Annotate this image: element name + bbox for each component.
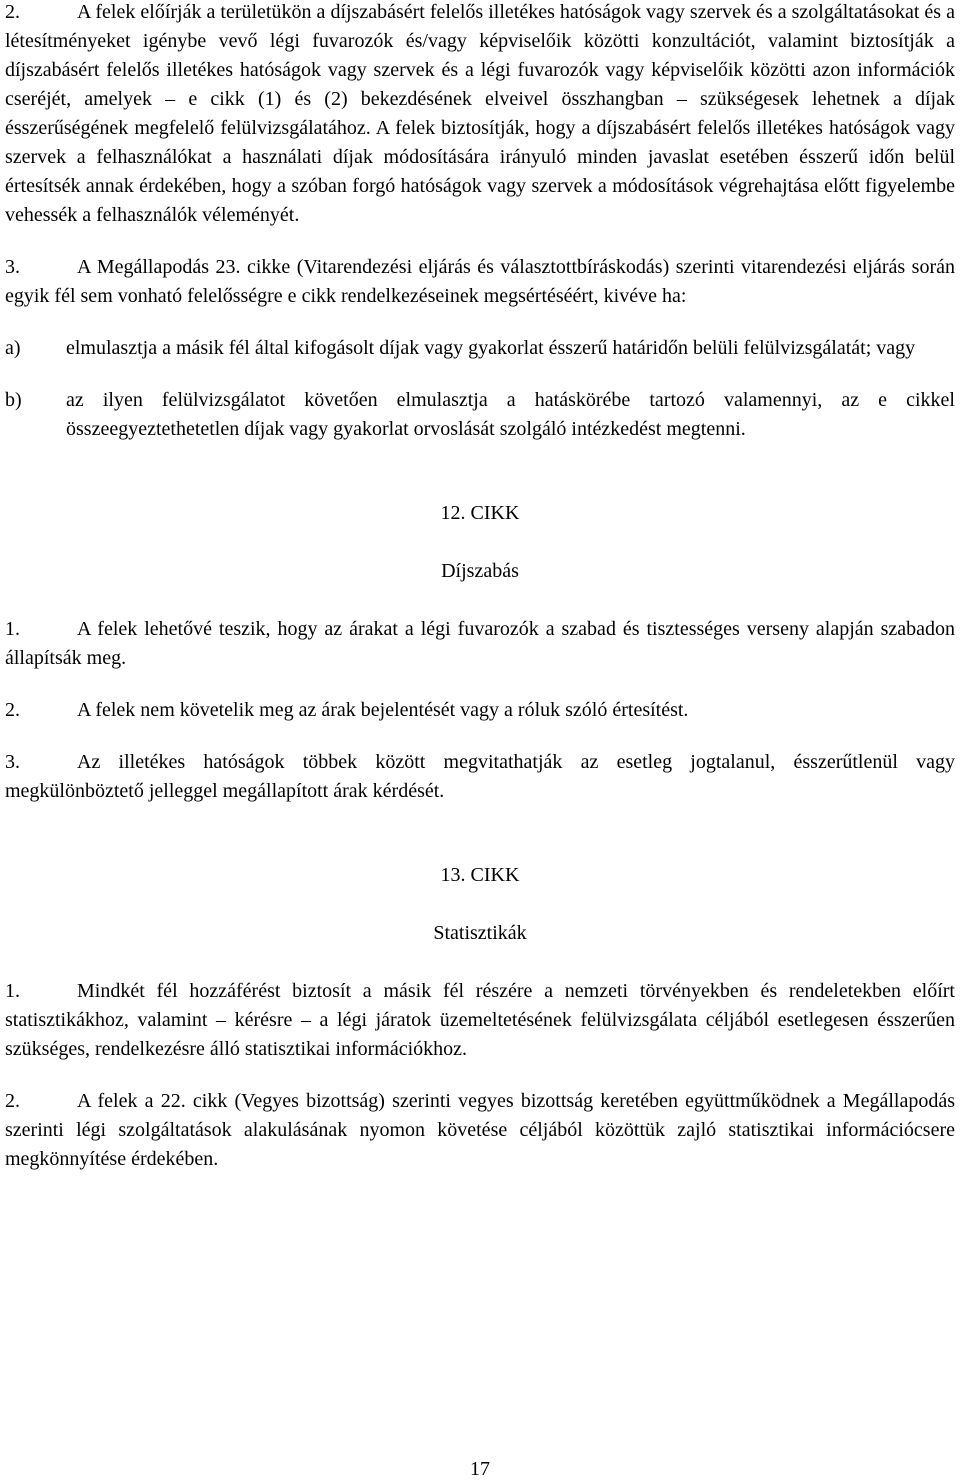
paragraph-text: Az illetékes hatóságok többek között megvitathatják az esetleg jogtalanul, ésszerűtlenül vagy megkülönböztető jelleggel megállapított árak kérdését. [5,751,955,802]
list-item-b [5,386,955,444]
paragraph-number: 2. [5,1,20,23]
document-page [5,0,955,1174]
article-12-title: Díjszabás [441,560,519,582]
list-item-label: b) [5,389,22,411]
article-12-heading: 12. CIKK [440,502,520,524]
paragraph-13-2 [5,1087,955,1174]
paragraph-12-2 [5,696,955,725]
paragraph-text: A felek lehetővé teszik, hogy az árakat a légi fuvarozók a szabad és tisztességes verseny alapján szabadon állapítsák meg. [5,618,955,669]
paragraph-number: 1. [5,980,20,1002]
paragraph-text: Mindkét fél hozzáférést biztosít a másik fél részére a nemzeti törvényekben és rendeletekben előírt statisztikákhoz, valamint – kérésre – a légi járatok üzemeltetésének felülvizsgálata céljából esetlegesen ésszerűen szükséges, rendelkezésre álló statisztikai információkhoz. [5,980,955,1060]
paragraph-text: A felek a 22. cikk (Vegyes bizottság) szerinti vegyes bizottság keretében együttműködnek a Megállapodás szerinti légi szolgáltatások alakulásának nyomon követése céljából közöttük zajló statisztikai információcsere megkönnyítése érdekében. [5,1090,955,1170]
page-number: 17 [470,1458,490,1480]
paragraph-11-3 [5,253,955,311]
paragraph-number: 3. [5,256,20,278]
paragraph-12-1 [5,615,955,673]
paragraph-number: 1. [5,618,20,640]
paragraph-13-1 [5,977,955,1064]
article-13-title: Statisztikák [433,922,527,944]
list-item-label: a) [5,337,21,359]
list-item-text: az ilyen felülvizsgálatot követően elmulasztja a hatáskörébe tartozó valamennyi, az e cikkel összeegyeztethetetlen díjak vagy gyakorlat orvoslását szolgáló intézkedést megtenni. [66,389,955,440]
paragraph-text: A Megállapodás 23. cikke (Vitarendezési eljárás és választottbíráskodás) szerinti vitarendezési eljárás során egyik fél sem vonható felelősségre e cikk rendelkezéseinek megsértéséért, kivéve ha: [5,256,955,307]
paragraph-number: 2. [5,1090,20,1112]
list-item-text: elmulasztja a másik fél által kifogásolt díjak vagy gyakorlat ésszerű határidőn belüli felülvizsgálatát; vagy [66,337,916,359]
list-item-a [5,334,955,363]
paragraph-number: 3. [5,751,20,773]
paragraph-text: A felek nem követelik meg az árak bejelentését vagy a róluk szóló értesítést. [77,699,689,721]
paragraph-text: A felek előírják a területükön a díjszabásért felelős illetékes hatóságok vagy szervek és a szolgáltatásokat és a létesítményeket igénybe vevő légi fuvarozók és/vagy képviselőik közötti konzultációt, valamint biztosítják a díjszabásért felelős illetékes hatóságok vagy szervek és a légi fuvarozók vagy képviselőik közötti azon információk cseréjét, amelyek – e cikk (1) és (2) bekezdésének elveivel összhangban – szükségesek lehetnek a díjak ésszerűségének megfelelő felülvizsgálatához. A felek biztosítják, hogy a díjszabásért felelős illetékes hatóságok vagy szervek a felhasználókat a használati díjak módosítására irányuló minden javaslat esetében ésszerű időn belül értesítsék annak érdekében, hogy a szóban forgó hatóságok vagy szervek a módosítások végrehajtása előtt figyelembe vehessék a felhasználók véleményét. [5,1,955,226]
paragraph-12-3 [5,748,955,806]
paragraph-number: 2. [5,699,20,721]
paragraph-11-2 [5,0,955,230]
article-13-heading: 13. CIKK [440,864,520,886]
